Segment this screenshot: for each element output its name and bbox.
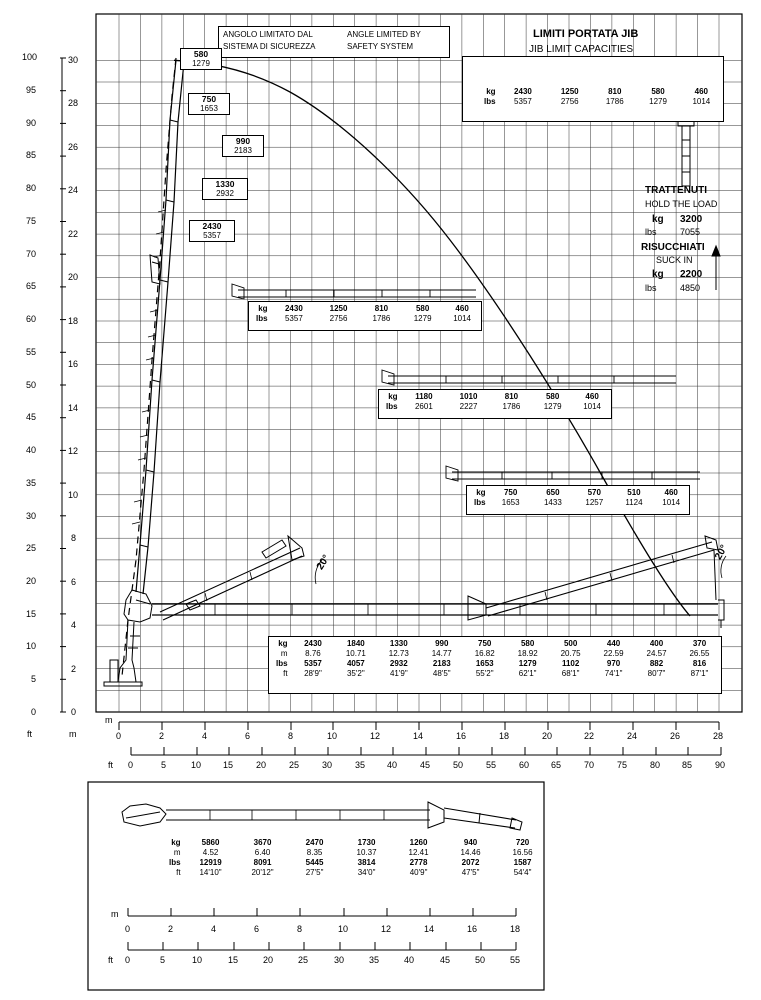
callout-990-kg: 990	[235, 136, 251, 146]
bottom-x-tick-ft-15: 15	[228, 955, 239, 965]
main-kg-6: 500	[563, 639, 578, 648]
bottom-kg-1: 3670	[253, 838, 272, 847]
suck-kg-label: kg	[652, 269, 664, 280]
it1-lbs-4: 1014	[453, 314, 471, 323]
hold-title-en: HOLD THE LOAD	[645, 199, 718, 209]
bottom-x-tick-ft-55: 55	[510, 955, 521, 965]
angle-label-right-20deg: 20°	[713, 543, 731, 562]
jib-kg-label: kg	[486, 87, 496, 96]
main-kg-4: 750	[478, 639, 492, 648]
it3-kg-3: 510	[627, 488, 641, 497]
y-tick-ft-0: 0	[31, 707, 37, 717]
it3-kg-4: 460	[664, 488, 678, 497]
main-m-1: 10.71	[345, 649, 366, 658]
bottom-x-tick-m-2: 2	[168, 924, 174, 934]
main-ft-4: 55'2"	[475, 669, 494, 678]
jib-lbs-0: 5357	[514, 97, 532, 106]
x-tick-ft-5: 5	[161, 760, 167, 770]
it1-lbs-label: lbs	[256, 314, 268, 323]
y-tick-m-20: 20	[68, 272, 79, 282]
x-tick-m-2: 2	[159, 731, 165, 741]
x-tick-ft-10: 10	[191, 760, 202, 770]
bottom-x-tick-ft-20: 20	[263, 955, 274, 965]
x-tick-ft-55: 55	[486, 760, 497, 770]
main-lbs-6: 1102	[561, 659, 580, 668]
bottom-lbs-3: 3814	[357, 858, 376, 867]
it3-lbs-label: lbs	[474, 498, 486, 507]
it3-lbs-0: 1653	[501, 498, 520, 507]
x-tick-m-18: 18	[499, 731, 510, 741]
main-row-label-lbs: lbs	[276, 659, 288, 668]
x-tick-ft-80: 80	[650, 760, 661, 770]
x-axis-unit-m: m	[105, 715, 113, 725]
main-m-5: 18.92	[517, 649, 538, 658]
it1-kg-label: kg	[258, 304, 268, 313]
it3-lbs-1: 1433	[543, 498, 562, 507]
inline-table-3	[466, 485, 690, 515]
callout-1330-kg: 1330	[215, 179, 235, 189]
it1-lbs-1: 2756	[329, 314, 348, 323]
bottom-x-tick-m-8: 8	[297, 924, 303, 934]
bottom-kg-2: 2470	[305, 838, 324, 847]
bottom-kg-4: 1260	[409, 838, 428, 847]
main-m-2: 12.73	[388, 649, 409, 658]
suck-kg-value: 2200	[680, 269, 703, 280]
bottom-x-tick-m-0: 0	[125, 924, 131, 934]
y-tick-m-8: 8	[71, 533, 77, 543]
y-tick-m-14: 14	[68, 403, 79, 413]
bottom-ft-5: 47'5"	[461, 868, 480, 877]
callout-990	[222, 135, 264, 157]
x-tick-m-6: 6	[245, 731, 251, 741]
y-tick-ft-15: 15	[26, 609, 37, 619]
main-lbs-2: 2932	[389, 659, 408, 668]
x-tick-ft-35: 35	[355, 760, 366, 770]
x-axis-unit-ft: ft	[108, 760, 114, 770]
it1-lbs-0: 5357	[284, 314, 303, 323]
bottom-m-5: 14.46	[460, 848, 481, 857]
main-row-label-kg: kg	[278, 639, 288, 648]
hold-lbs-value: 7055	[680, 227, 701, 237]
callout-750	[188, 93, 230, 115]
it3-kg-2: 570	[587, 488, 601, 497]
angle-limit-it-line2: SISTEMA DI SICUREZZA	[223, 42, 316, 51]
main-m-8: 24.57	[646, 649, 667, 658]
it2-lbs-2: 1786	[502, 402, 521, 411]
bottom-ft-1: 20'12"	[251, 868, 274, 877]
callout-580-kg: 580	[193, 49, 209, 59]
it2-kg-1: 1010	[459, 392, 478, 401]
main-kg-3: 990	[435, 639, 449, 648]
bottom-x-tick-ft-30: 30	[334, 955, 345, 965]
jib-title-it: LIMITI PORTATA JIB	[533, 28, 639, 40]
bottom-row-label-ft: ft	[176, 868, 181, 877]
bottom-row-label-kg: kg	[171, 838, 181, 847]
bottom-x-tick-ft-25: 25	[298, 955, 309, 965]
y-tick-m-4: 4	[71, 620, 77, 630]
y-tick-m-6: 6	[71, 577, 77, 587]
x-tick-m-22: 22	[584, 731, 595, 741]
it2-lbs-4: 1014	[583, 402, 601, 411]
jib-lbs-2: 1786	[605, 97, 624, 106]
it3-lbs-4: 1014	[662, 498, 681, 507]
y-tick-ft-55: 55	[26, 347, 37, 357]
main-kg-9: 370	[692, 639, 707, 648]
suck-title-it: RISUCCHIATI	[641, 242, 705, 253]
bottom-row-label-m: m	[173, 848, 181, 857]
bottom-x-tick-m-14: 14	[424, 924, 435, 934]
callout-990-lbs: 2183	[234, 146, 252, 155]
it1-kg-3: 580	[415, 304, 430, 313]
y-tick-ft-60: 60	[26, 314, 37, 324]
main-lbs-9: 816	[692, 659, 707, 668]
main-m-3: 14.77	[431, 649, 452, 658]
main-capacity-values	[273, 639, 721, 679]
bottom-lbs-5: 2072	[461, 858, 480, 867]
main-ft-5: 62'1"	[518, 669, 537, 678]
main-m-6: 20.75	[560, 649, 581, 658]
callout-1330	[202, 178, 248, 200]
it1-kg-4: 460	[455, 304, 469, 313]
it3-kg-0: 750	[503, 488, 518, 497]
x-tick-m-14: 14	[413, 731, 424, 741]
jib-kg-4: 460	[694, 87, 709, 96]
it2-kg-label: kg	[388, 392, 398, 401]
hold-title-it: TRATTENUTI	[645, 185, 708, 196]
y-tick-m-16: 16	[68, 359, 79, 369]
inline-table-2-values	[383, 392, 611, 412]
main-ft-6: 68'1"	[561, 669, 580, 678]
x-tick-m-0: 0	[116, 731, 122, 741]
bottom-x-tick-ft-10: 10	[192, 955, 203, 965]
main-ft-0: 28'9"	[304, 669, 322, 678]
suck-lbs-label: lbs	[645, 283, 657, 293]
y-tick-m-0: 0	[71, 707, 77, 717]
main-row-label-ft: ft	[283, 669, 288, 678]
main-ft-9: 87'1"	[690, 669, 709, 678]
callout-2430-kg: 2430	[202, 221, 222, 231]
x-tick-ft-85: 85	[682, 760, 693, 770]
callout-1330-lbs: 2932	[216, 189, 234, 198]
main-lbs-3: 2183	[432, 659, 451, 668]
y-tick-ft-5: 5	[31, 674, 37, 684]
hold-lbs-label: lbs	[645, 227, 657, 237]
x-tick-ft-45: 45	[420, 760, 431, 770]
it3-lbs-2: 1257	[585, 498, 604, 507]
x-tick-m-20: 20	[542, 731, 553, 741]
bottom-m-6: 16.56	[512, 848, 533, 857]
jib-lbs-3: 1279	[649, 97, 667, 106]
x-tick-m-4: 4	[202, 731, 208, 741]
jib-kg-2: 810	[608, 87, 622, 96]
bottom-x-tick-ft-40: 40	[404, 955, 415, 965]
bottom-x-tick-m-18: 18	[510, 924, 521, 934]
y-tick-ft-20: 20	[26, 576, 37, 586]
y-tick-ft-65: 65	[26, 281, 37, 291]
bottom-x-tick-m-6: 6	[254, 924, 260, 934]
x-tick-ft-90: 90	[715, 760, 726, 770]
y-tick-m-28: 28	[68, 98, 79, 108]
angle-label-left-20deg: 20°	[314, 553, 333, 572]
jib-lbs-label: lbs	[484, 97, 496, 106]
bottom-x-tick-m-10: 10	[338, 924, 349, 934]
inline-table-1-values	[253, 304, 481, 324]
y-tick-ft-50: 50	[26, 380, 37, 390]
y-tick-ft-95: 95	[26, 85, 37, 95]
bottom-m-3: 10.37	[356, 848, 377, 857]
it3-kg-1: 650	[546, 488, 560, 497]
suck-lbs-value: 4850	[680, 283, 701, 293]
x-tick-ft-20: 20	[256, 760, 267, 770]
main-lbs-8: 882	[649, 659, 664, 668]
angle-limit-it-line1: ANGOLO LIMITATO DAL	[223, 30, 313, 39]
main-ft-3: 48'5"	[432, 669, 451, 678]
jib-lbs-4: 1014	[692, 97, 711, 106]
callout-2430	[189, 220, 235, 242]
y-tick-ft-30: 30	[26, 511, 37, 521]
x-tick-ft-75: 75	[617, 760, 628, 770]
x-tick-ft-25: 25	[289, 760, 300, 770]
main-lbs-7: 970	[606, 659, 621, 668]
main-m-0: 8.76	[305, 649, 321, 658]
bottom-x-tick-ft-35: 35	[369, 955, 380, 965]
y-tick-m-2: 2	[71, 664, 77, 674]
jib-lbs-1: 2756	[560, 97, 579, 106]
it1-kg-1: 1250	[329, 304, 348, 313]
y-tick-ft-80: 80	[26, 183, 37, 193]
y-tick-m-12: 12	[68, 446, 79, 456]
hold-kg-label: kg	[652, 214, 664, 225]
x-tick-ft-65: 65	[551, 760, 562, 770]
main-kg-8: 400	[649, 639, 664, 648]
it3-lbs-3: 1124	[625, 498, 643, 507]
main-ft-2: 41'9"	[389, 669, 408, 678]
y-tick-m-22: 22	[68, 229, 79, 239]
y-tick-m-10: 10	[68, 490, 79, 500]
bottom-m-1: 6.40	[254, 848, 271, 857]
y-tick-m-30: 30	[68, 55, 79, 65]
y-tick-ft-70: 70	[26, 249, 37, 259]
main-capacity-table	[268, 636, 722, 694]
y-tick-ft-90: 90	[26, 118, 37, 128]
y-tick-m-26: 26	[68, 142, 79, 152]
y-tick-m-24: 24	[68, 185, 79, 195]
bottom-ft-0: 14'10"	[199, 868, 222, 877]
x-tick-m-16: 16	[456, 731, 467, 741]
x-tick-ft-60: 60	[519, 760, 530, 770]
inline-table-2	[378, 389, 612, 419]
x-tick-m-26: 26	[670, 731, 681, 741]
it1-lbs-3: 1279	[413, 314, 432, 323]
x-tick-ft-50: 50	[453, 760, 464, 770]
x-tick-m-12: 12	[370, 731, 381, 741]
it2-lbs-0: 2601	[414, 402, 433, 411]
x-tick-m-8: 8	[288, 731, 294, 741]
it2-kg-2: 810	[504, 392, 519, 401]
bottom-axis-unit-ft: ft	[108, 955, 114, 965]
bottom-lbs-2: 5445	[305, 858, 324, 867]
it2-kg-4: 460	[585, 392, 599, 401]
bottom-row-label-lbs: lbs	[169, 858, 181, 867]
y-axis-unit-ft: ft	[27, 729, 33, 739]
jib-kg-3: 580	[651, 87, 665, 96]
callout-750-kg: 750	[201, 94, 217, 104]
angle-limit-en-line1: ANGLE LIMITED BY	[347, 30, 421, 39]
main-m-4: 16.82	[474, 649, 495, 658]
bottom-x-tick-ft-45: 45	[440, 955, 451, 965]
it1-lbs-2: 1786	[372, 314, 391, 323]
bottom-capacity-values	[166, 838, 549, 878]
main-lbs-4: 1653	[475, 659, 494, 668]
main-m-9: 26.55	[689, 649, 710, 658]
bottom-kg-0: 5860	[201, 838, 220, 847]
bottom-m-2: 8.35	[306, 848, 323, 857]
main-row-label-m: m	[280, 649, 288, 658]
bottom-kg-5: 940	[463, 838, 478, 847]
main-kg-5: 580	[520, 639, 535, 648]
it2-lbs-label: lbs	[386, 402, 398, 411]
callout-2430-lbs: 5357	[203, 231, 221, 240]
x-tick-ft-0: 0	[128, 760, 134, 770]
hold-kg-value: 3200	[680, 214, 703, 225]
it1-kg-0: 2430	[284, 304, 303, 313]
bottom-x-tick-ft-5: 5	[160, 955, 166, 965]
y-tick-ft-40: 40	[26, 445, 37, 455]
bottom-x-tick-m-12: 12	[381, 924, 392, 934]
bottom-x-tick-ft-50: 50	[475, 955, 486, 965]
bottom-x-tick-m-16: 16	[467, 924, 478, 934]
x-tick-m-10: 10	[327, 731, 338, 741]
y-tick-ft-45: 45	[26, 412, 37, 422]
x-tick-ft-70: 70	[584, 760, 595, 770]
bottom-x-tick-m-4: 4	[211, 924, 217, 934]
bottom-axis-unit-m: m	[111, 909, 119, 919]
it1-kg-2: 810	[374, 304, 389, 313]
x-tick-ft-40: 40	[387, 760, 398, 770]
bottom-ft-6: 54'4"	[513, 868, 532, 877]
angle-limit-en-line2: SAFETY SYSTEM	[347, 42, 414, 51]
bottom-ft-4: 40'9"	[409, 868, 428, 877]
main-kg-0: 2430	[304, 639, 322, 648]
bottom-lbs-6: 1587	[513, 858, 532, 867]
bottom-lbs-4: 2778	[409, 858, 428, 867]
main-kg-2: 1330	[389, 639, 408, 648]
y-tick-ft-100: 100	[22, 52, 38, 62]
main-lbs-5: 1279	[518, 659, 537, 668]
bottom-ft-2: 27'5"	[305, 868, 324, 877]
callout-750-lbs: 1653	[200, 104, 218, 113]
y-tick-m-18: 18	[68, 316, 79, 326]
angle-limit-note	[218, 26, 450, 58]
main-kg-1: 1840	[346, 639, 365, 648]
y-tick-ft-75: 75	[26, 216, 37, 226]
x-tick-m-24: 24	[627, 731, 638, 741]
it3-kg-label: kg	[476, 488, 486, 497]
bottom-lbs-0: 12919	[199, 858, 222, 867]
bottom-lbs-1: 8091	[253, 858, 272, 867]
jib-kg-0: 2430	[514, 87, 532, 96]
jib-limit-table	[462, 56, 724, 122]
main-m-7: 22.59	[603, 649, 624, 658]
main-kg-7: 440	[606, 639, 621, 648]
bottom-kg-6: 720	[515, 838, 530, 847]
x-tick-ft-15: 15	[223, 760, 234, 770]
it2-kg-0: 1180	[415, 392, 433, 401]
y-tick-ft-10: 10	[26, 641, 37, 651]
main-ft-7: 74'1"	[604, 669, 623, 678]
bottom-x-tick-ft-0: 0	[125, 955, 131, 965]
jib-kg-1: 1250	[560, 87, 579, 96]
y-tick-ft-85: 85	[26, 150, 37, 160]
callout-580	[180, 48, 222, 70]
callout-580-lbs: 1279	[192, 59, 210, 68]
y-tick-ft-35: 35	[26, 478, 37, 488]
y-axis-unit-m: m	[69, 729, 77, 739]
y-tick-ft-25: 25	[26, 543, 37, 553]
bottom-m-0: 4.52	[202, 848, 219, 857]
suck-title-en: SUCK IN	[656, 255, 693, 265]
it2-lbs-3: 1279	[543, 402, 562, 411]
jib-limit-values	[481, 87, 723, 107]
bottom-kg-3: 1730	[357, 838, 376, 847]
x-tick-m-28: 28	[713, 731, 724, 741]
it2-lbs-1: 2227	[459, 402, 478, 411]
main-lbs-1: 4057	[346, 659, 365, 668]
inline-table-1	[248, 301, 482, 331]
main-ft-1: 35'2"	[346, 669, 365, 678]
bottom-m-4: 12.41	[408, 848, 429, 857]
x-tick-ft-30: 30	[322, 760, 333, 770]
it2-kg-3: 580	[545, 392, 560, 401]
bottom-ft-3: 34'0"	[357, 868, 376, 877]
main-ft-8: 80'7"	[647, 669, 666, 678]
jib-title-en: JIB LIMIT CAPACITIES	[529, 44, 634, 55]
main-lbs-0: 5357	[304, 659, 322, 668]
inline-table-3-values	[471, 488, 689, 508]
